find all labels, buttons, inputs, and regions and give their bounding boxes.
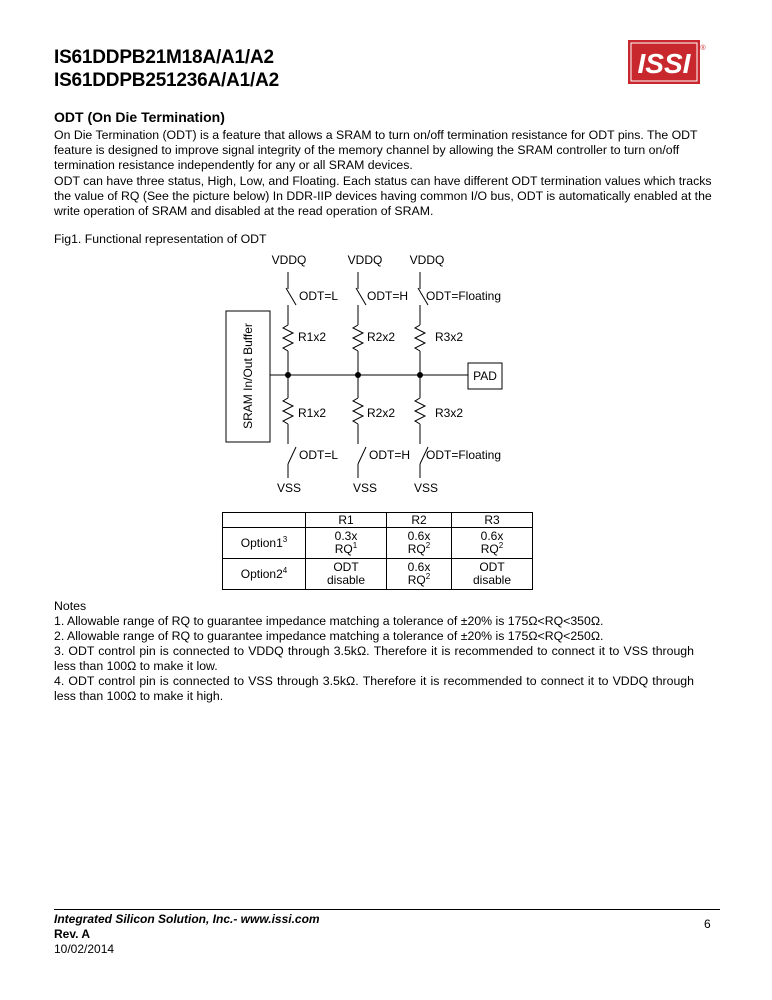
table-cell	[452, 559, 533, 590]
cell-sup: 2	[425, 572, 431, 581]
resistor-top-3	[415, 325, 425, 351]
registered-mark: ®	[700, 45, 706, 52]
resistor-top-label-3: R3x2	[435, 330, 464, 344]
table-cell	[306, 528, 387, 559]
switch-bottom-label-3: ODT=Floating	[426, 448, 502, 462]
switch-top-1	[286, 288, 296, 305]
switch-bottom-label-1: ODT=L	[299, 448, 339, 462]
footer-revision: Rev. A	[54, 927, 91, 941]
switch-bottom-label-2: ODT=H	[369, 448, 411, 462]
cell-line	[452, 543, 532, 556]
cell-sup: 2	[425, 541, 431, 550]
resistor-bottom-2	[353, 398, 363, 424]
paragraph-odt-description: On Die Termination (ODT) is a feature that allows a SRAM to turn on/off termination resistance for ODT pins. The ODT feature is designed to improve signal integrity of the memory channel by allowing the SRAM controller to turn on/off termination resistance independently for any or all SRAM devices.	[54, 128, 698, 173]
section-heading: ODT (On Die Termination)	[54, 109, 225, 125]
resistor-bottom-1	[283, 398, 293, 424]
switch-top-label-1: ODT=L	[299, 289, 339, 303]
row-label-sup: 3	[282, 534, 288, 544]
switch-top-label-2: ODT=H	[367, 289, 409, 303]
table-header-cell: R1	[306, 513, 387, 528]
footer-divider	[54, 909, 720, 910]
note-item-2: 2. Allowable range of RQ to guarantee impedance matching a tolerance of ±20% is 175Ω<RQ<250Ω.	[54, 629, 604, 643]
row-label-text: Option2	[240, 566, 283, 581]
note-item-1: 1. Allowable range of RQ to guarantee impedance matching a tolerance of ±20% is 175Ω<RQ<350Ω.	[54, 614, 604, 628]
junction-dot-2	[355, 372, 361, 378]
notes-section	[54, 599, 694, 704]
option-table	[222, 512, 533, 590]
switch-bottom-1	[288, 447, 296, 464]
cell-sup: 1	[352, 541, 358, 550]
cell-line: 0.6x	[407, 560, 431, 574]
title-line-2: IS61DDPB251236A/A1/A2	[54, 70, 279, 91]
paragraph-odt-status: ODT can have three status, High, Low, and Floating. Each status can have different ODT termination values which tracks the value of RQ (See the picture below) In DDR-IIP devices having common I/O bus, ODT is automatically enabled at the write operation of SRAM and disabled at the read operation of SRAM.	[54, 173, 712, 219]
table-header-row	[223, 513, 533, 528]
cell-text: RQ	[407, 542, 426, 556]
table-cell	[387, 528, 452, 559]
table-row	[223, 559, 533, 590]
table-cell	[306, 559, 387, 590]
table-cell	[387, 559, 452, 590]
title-line-1: IS61DDPB21M18A/A1/A2	[54, 47, 274, 68]
junction-dot-3	[417, 372, 423, 378]
resistor-top-label-1: R1x2	[298, 330, 327, 344]
cell-line: 0.6x	[480, 529, 504, 543]
resistor-bottom-label-2: R2x2	[367, 406, 396, 420]
cell-line: 0.3x	[334, 529, 358, 543]
cell-line	[387, 574, 451, 587]
table-header-cell	[223, 513, 306, 528]
resistor-top-label-2: R2x2	[367, 330, 396, 344]
supply-top-1: VDDQ	[271, 253, 307, 267]
junction-dot-1	[285, 372, 291, 378]
supply-top-2: VDDQ	[347, 253, 383, 267]
cell-text: RQ	[407, 573, 426, 587]
cell-line: ODT	[479, 560, 505, 574]
table-row-label	[223, 559, 306, 590]
table-cell	[452, 528, 533, 559]
cell-line	[306, 543, 386, 556]
row-label-sup: 4	[282, 565, 288, 575]
pad-label: PAD	[473, 369, 497, 383]
table-header-cell: R2	[387, 513, 452, 528]
resistor-bottom-label-3: R3x2	[435, 406, 464, 420]
note-item-3: 3. ODT control pin is connected to VDDQ through 3.5kΩ. Therefore it is recommended to connect it to VSS through less than 100Ω to make it low.	[54, 644, 694, 673]
switch-bottom-2	[358, 447, 366, 464]
cell-line	[387, 543, 451, 556]
cell-line: 0.6x	[407, 529, 431, 543]
sram-buffer-label: SRAM In/Out Buffer	[241, 323, 255, 429]
resistor-bottom-3	[415, 398, 425, 424]
cell-sup: 2	[498, 541, 504, 550]
table-row	[223, 528, 533, 559]
page-number: 6	[704, 917, 711, 931]
cell-text: RQ	[334, 542, 353, 556]
table-header-cell: R3	[452, 513, 533, 528]
table-row-label	[223, 528, 306, 559]
footer-company: Integrated Silicon Solution, Inc.- www.issi.com	[54, 912, 320, 926]
resistor-top-1	[283, 325, 293, 351]
supply-bottom-2: VSS	[352, 481, 378, 495]
switch-top-label-3: ODT=Floating	[426, 289, 502, 303]
footer	[54, 912, 320, 957]
switch-top-2	[356, 288, 366, 305]
cell-line: disable	[326, 573, 366, 587]
note-item-4: 4. ODT control pin is connected to VSS through 3.5kΩ. Therefore it is recommended to connect it to VDDQ through less than 100Ω to make it high.	[54, 674, 694, 703]
cell-line: ODT	[333, 560, 359, 574]
supply-top-3: VDDQ	[409, 253, 445, 267]
resistor-top-2	[353, 325, 363, 351]
cell-line: disable	[472, 573, 512, 587]
supply-bottom-1: VSS	[276, 481, 302, 495]
notes-heading: Notes	[54, 599, 87, 613]
logo-text: ISSI	[637, 48, 691, 79]
row-label-text: Option1	[240, 535, 283, 550]
resistor-bottom-label-1: R1x2	[298, 406, 327, 420]
supply-bottom-3: VSS	[413, 481, 439, 495]
figure-caption: Fig1. Functional representation of ODT	[54, 232, 267, 246]
footer-date: 10/02/2014	[54, 942, 115, 956]
cell-text: RQ	[480, 542, 499, 556]
